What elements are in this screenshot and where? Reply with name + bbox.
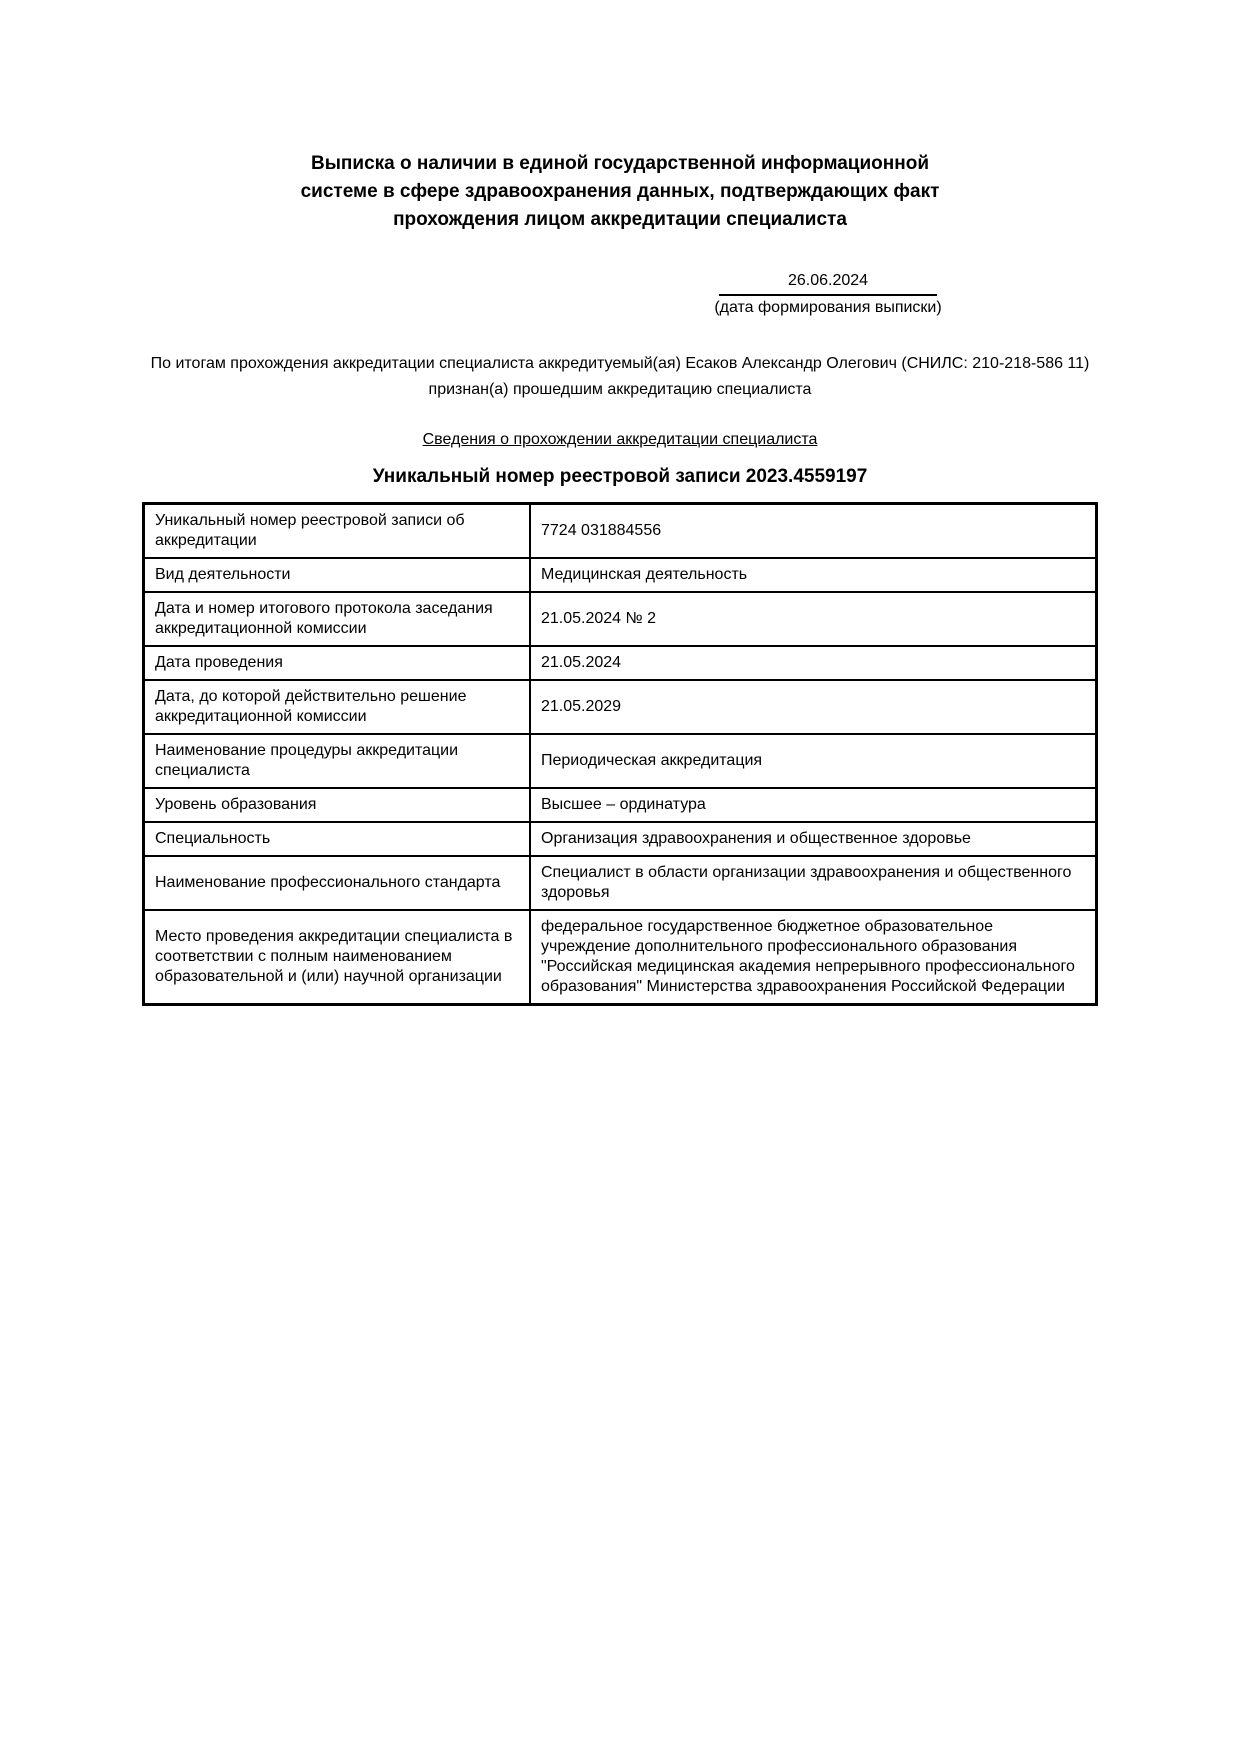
row-label: Место проведения аккредитации специалиста в соответствии с полным наименованием образовательной и (или) научной организации	[144, 910, 531, 1005]
row-value: 7724 031884556	[530, 504, 1097, 559]
extract-date-caption: (дата формирования выписки)	[714, 299, 942, 316]
row-value: Периодическая аккредитация	[530, 734, 1097, 788]
row-value: федеральное государственное бюджетное образовательное учреждение дополнительного профессионального образования "Российская медицинская академия непрерывного профессионального образования" Министерства здравоохранения Российской Федерации	[530, 910, 1097, 1005]
row-value: Высшее – ординатура	[530, 788, 1097, 822]
row-label: Уровень образования	[144, 788, 531, 822]
row-label: Наименование процедуры аккредитации специалиста	[144, 734, 531, 788]
extract-date-block	[678, 272, 978, 317]
row-value: 21.05.2029	[530, 680, 1097, 734]
intro-line-2: признан(а) прошедшим аккредитацию специалиста	[428, 381, 812, 398]
row-label: Уникальный номер реестровой записи об аккредитации	[144, 504, 531, 559]
intro-line-1: По итогам прохождения аккредитации специалиста аккредитуемый(ая) Есаков Александр Олегович (СНИЛС: 210-218-586 11)	[150, 355, 1090, 372]
row-value: Специалист в области организации здравоохранения и общественного здоровья	[530, 856, 1097, 910]
row-label: Вид деятельности	[144, 558, 531, 592]
title-line-3: прохождения лицом аккредитации специалиста	[393, 209, 847, 230]
section-heading: Сведения о прохождении аккредитации специалиста	[422, 431, 818, 448]
table-row	[144, 822, 1097, 856]
table-row	[144, 558, 1097, 592]
registry-number-heading: Уникальный номер реестровой записи 2023.4559197	[372, 466, 868, 487]
table-row	[144, 504, 1097, 559]
row-label: Дата проведения	[144, 646, 531, 680]
row-value: Медицинская деятельность	[530, 558, 1097, 592]
row-label: Специальность	[144, 822, 531, 856]
table-row	[144, 910, 1097, 1005]
title-line-2: системе в сфере здравоохранения данных, подтверждающих факт	[300, 181, 940, 202]
table-row	[144, 734, 1097, 788]
row-value: Организация здравоохранения и общественное здоровье	[530, 822, 1097, 856]
table-row	[144, 788, 1097, 822]
intro-paragraph	[0, 351, 1240, 403]
table-row	[144, 646, 1097, 680]
row-label: Дата, до которой действительно решение аккредитационной комиссии	[144, 680, 531, 734]
row-label: Наименование профессионального стандарта	[144, 856, 531, 910]
extract-date: 26.06.2024	[719, 272, 937, 296]
document-title	[0, 0, 1240, 234]
title-line-1: Выписка о наличии в единой государственной информационной	[310, 153, 930, 174]
table-row	[144, 680, 1097, 734]
row-value: 21.05.2024	[530, 646, 1097, 680]
accreditation-table	[142, 502, 1098, 1006]
row-label: Дата и номер итогового протокола заседания аккредитационной комиссии	[144, 592, 531, 646]
row-value: 21.05.2024 № 2	[530, 592, 1097, 646]
table-row	[144, 592, 1097, 646]
table-row	[144, 856, 1097, 910]
